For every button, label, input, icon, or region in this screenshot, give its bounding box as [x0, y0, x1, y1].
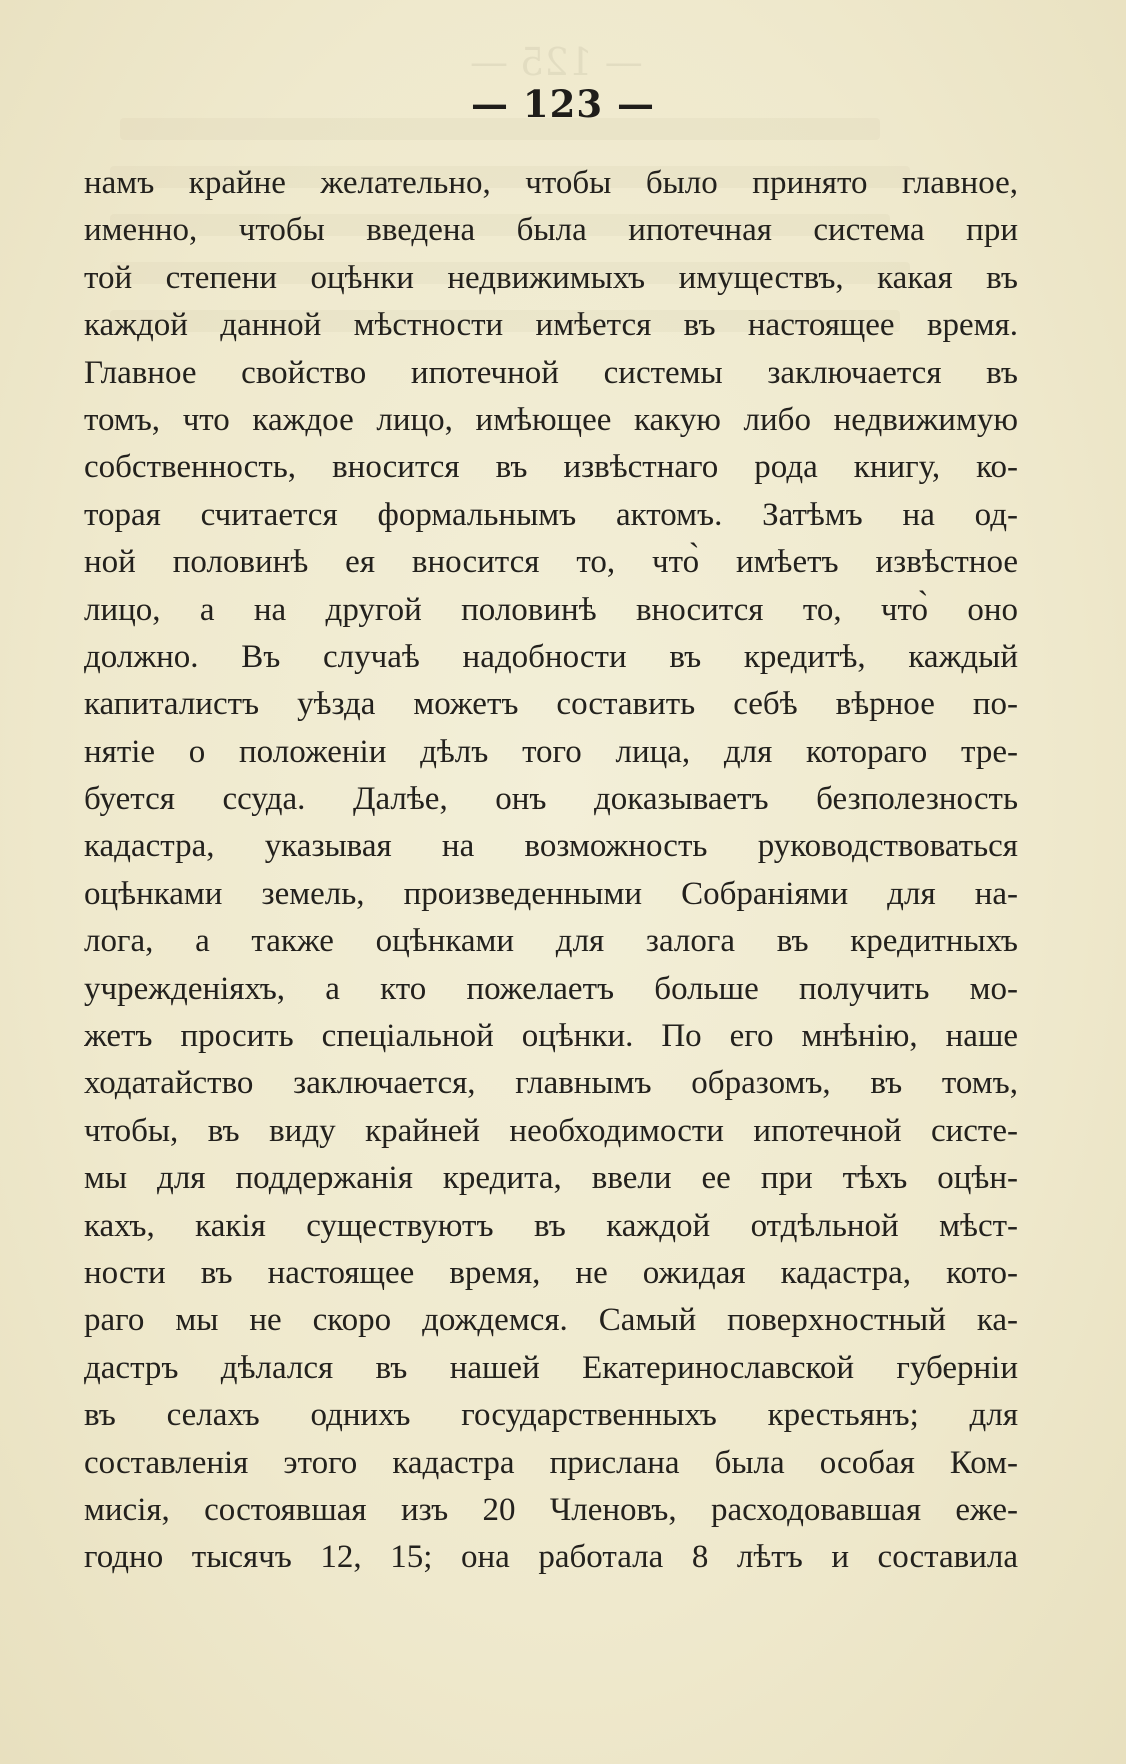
text-line: раго мы не скоро дождемся. Самый поверхностный ка- — [84, 1302, 1018, 1339]
text-line: Главное свойство ипотечной системы заключается въ — [84, 354, 1018, 391]
text-line: лицо, а на другой половинѣ вносится то, что̀ оно — [84, 591, 1018, 628]
text-line: учрежденіяхъ, а кто пожелаетъ больше получить мо- — [84, 970, 1018, 1007]
text-line: чтобы, въ виду крайней необходимости ипотечной систе- — [84, 1112, 1018, 1149]
text-line: намъ крайне желательно, чтобы было принято главное, — [84, 165, 1018, 201]
text-line: годно тысячъ 12, 15; она работала 8 лѣтъ и составила — [84, 1539, 1018, 1576]
text-line: мисія, состоявшая изъ 20 Членовъ, расходовавшая еже- — [84, 1491, 1018, 1528]
body-text — [84, 160, 1018, 1582]
text-line: лога, а также оцѣнками для залога въ кредитныхъ — [84, 923, 1018, 960]
text-line: нятіе о положеніи дѣлъ того лица, для котораго тре- — [84, 733, 1018, 770]
text-line: томъ, что каждое лицо, имѣющее какую либо недвижимую — [84, 401, 1018, 438]
text-line: той степени оцѣнки недвижимыхъ имуществъ, какая въ — [84, 259, 1018, 296]
text-line: мы для поддержанія кредита, ввели ее при тѣхъ оцѣн- — [84, 1160, 1018, 1197]
text-line: кадастра, указывая на возможность руководствоваться — [84, 828, 1018, 865]
page-number: — 123 — — [471, 82, 655, 126]
text-line: ходатайство заключается, главнымъ образомъ, въ томъ, — [84, 1065, 1018, 1102]
text-line: каждой данной мѣстности имѣется въ настоящее время. — [84, 307, 1018, 344]
text-line: составленія этого кадастра прислана была особая Ком- — [84, 1444, 1018, 1481]
text-line: собственность, вносится въ извѣстнаго рода книгу, ко- — [84, 449, 1018, 486]
text-line: жетъ просить спеціальной оцѣнки. По его мнѣнію, наше — [84, 1018, 1018, 1055]
text-line: кахъ, какія существуютъ въ каждой отдѣльной мѣст- — [84, 1207, 1018, 1244]
text-line: въ селахъ однихъ государственныхъ крестьянъ; для — [84, 1397, 1018, 1434]
text-line: капиталистъ уѣзда можетъ составить себѣ вѣрное по- — [84, 686, 1018, 723]
text-line: торая считается формальнымъ актомъ. Затѣмъ на од- — [84, 496, 1018, 533]
text-line: именно, чтобы введена была ипотечная система при — [84, 212, 1018, 249]
text-line: оцѣнками земель, произведенными Собраніями для на- — [84, 875, 1018, 912]
text-line: ности въ настоящее время, не ожидая кадастра, кото- — [84, 1254, 1018, 1291]
text-line: дастръ дѣлался въ нашей Екатеринославской губерніи — [84, 1349, 1018, 1386]
text-line: ной половинѣ ея вносится то, что̀ имѣетъ извѣстное — [84, 544, 1018, 581]
text-line: буется ссуда. Далѣе, онъ доказываетъ безполезность — [84, 781, 1018, 818]
text-line: должно. Въ случаѣ надобности въ кредитѣ, каждый — [84, 638, 1018, 675]
